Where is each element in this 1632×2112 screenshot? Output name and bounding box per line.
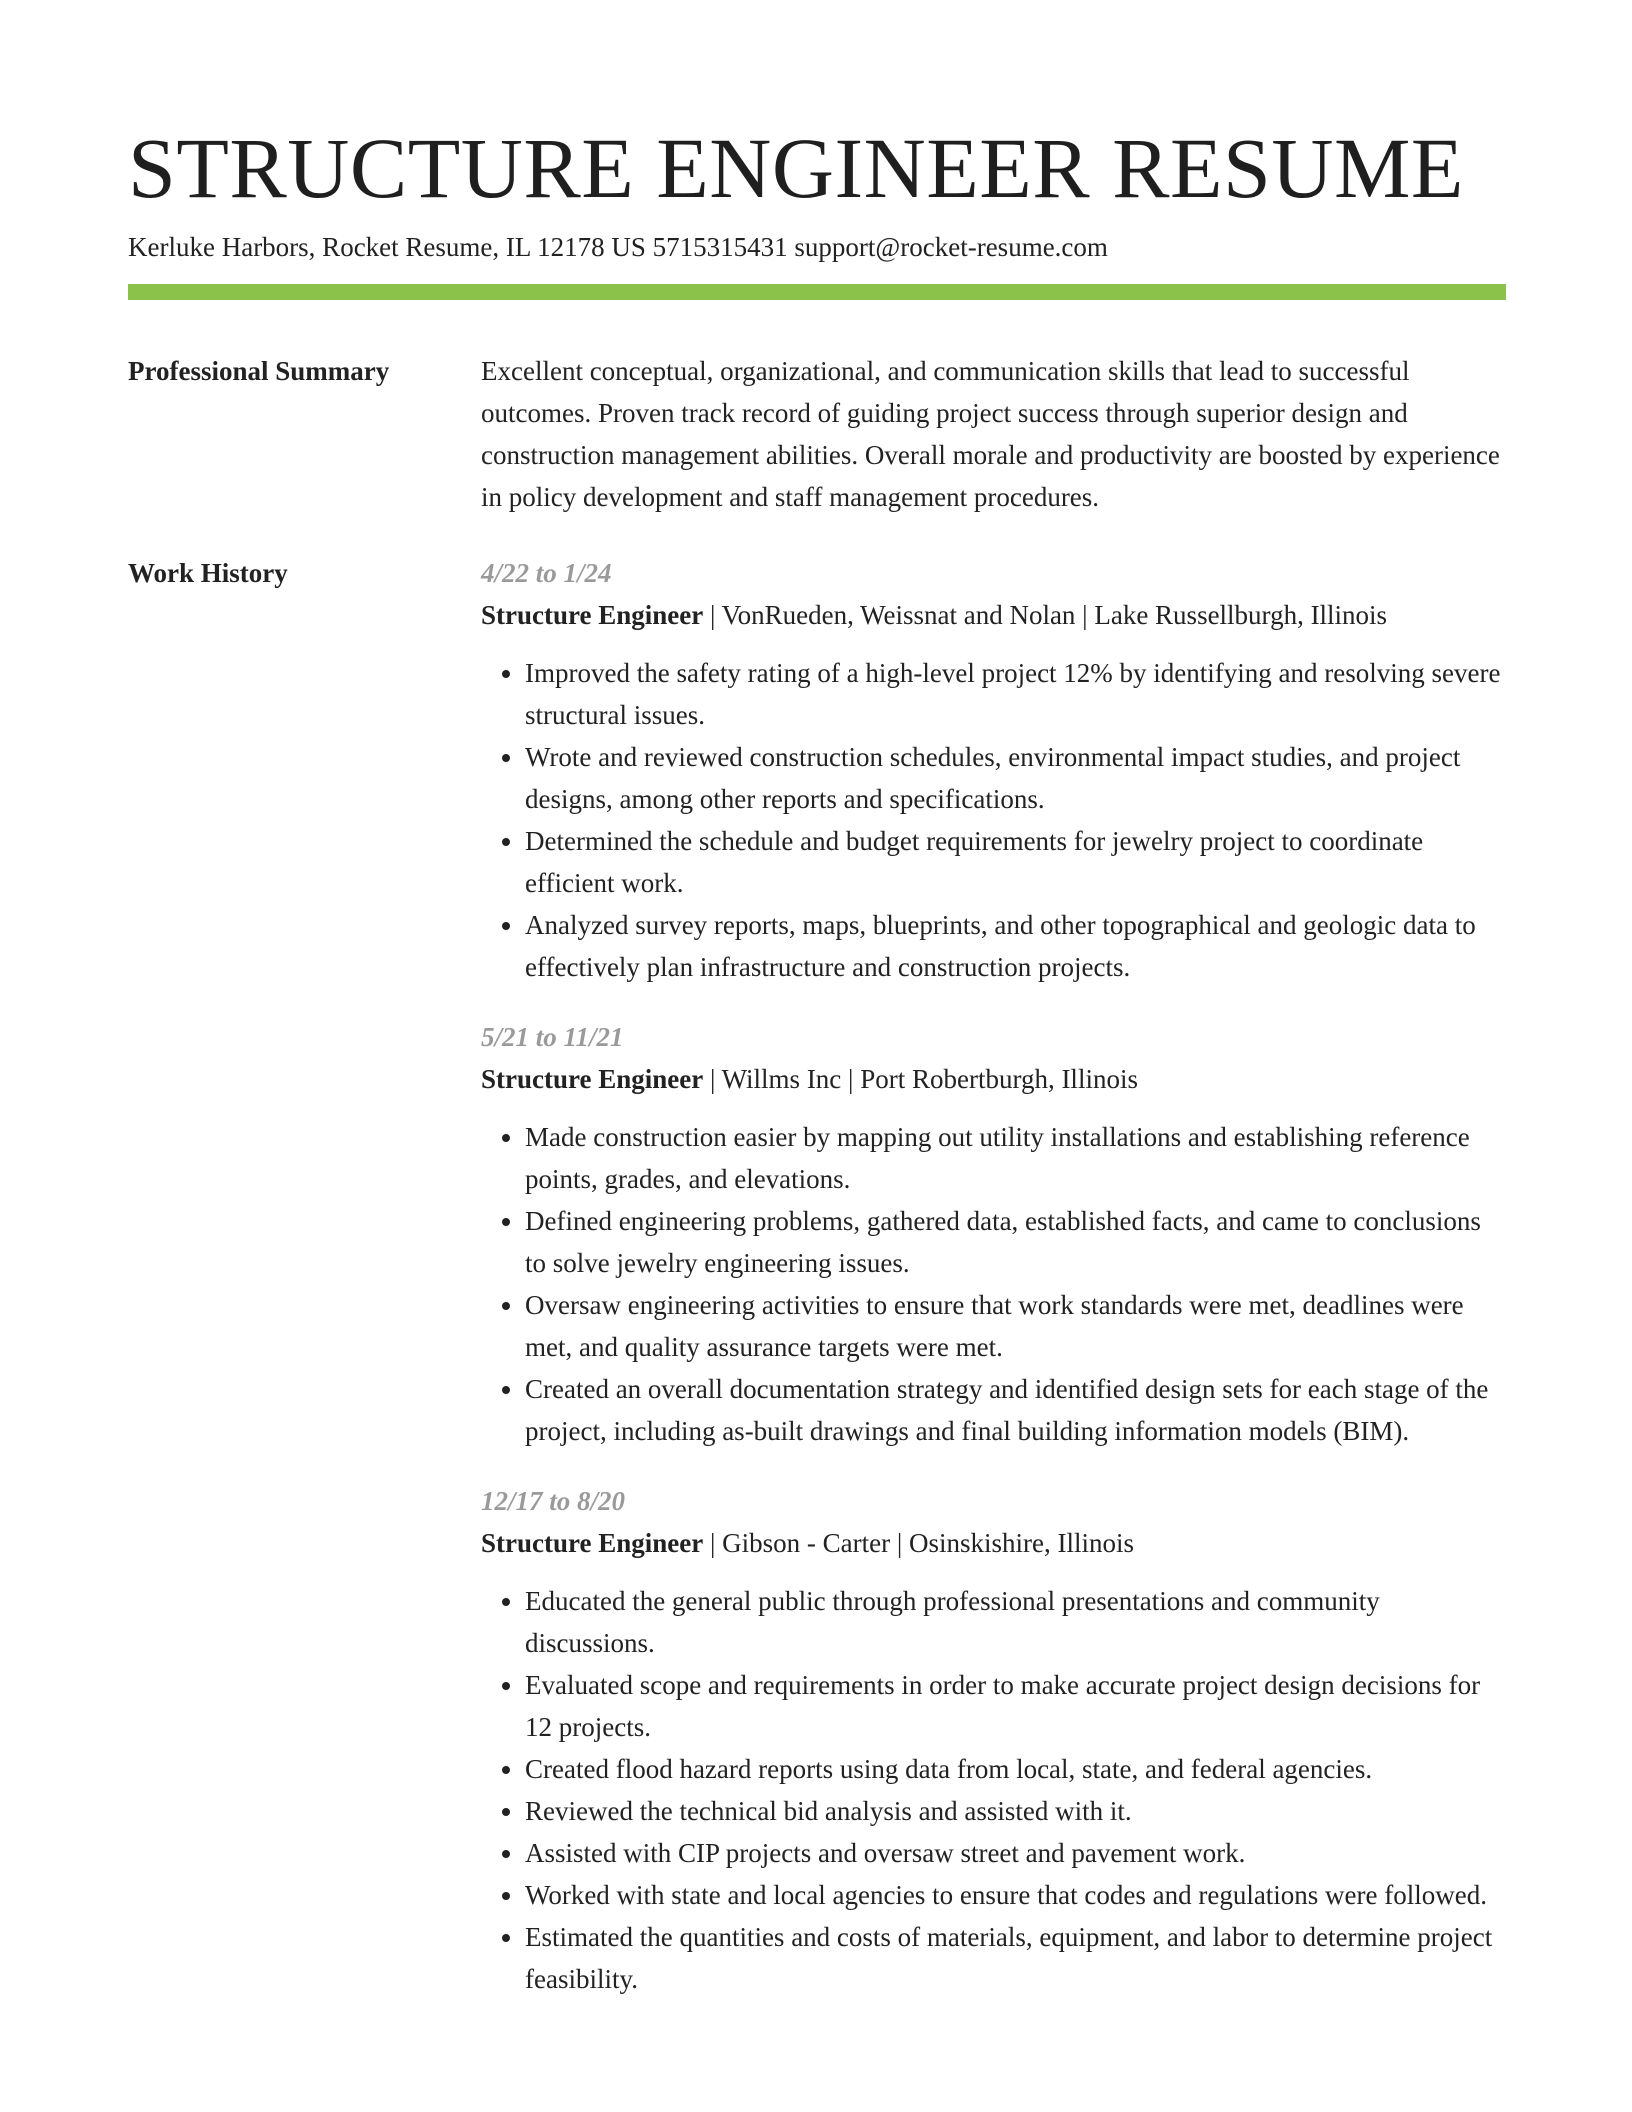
- job-bullets: [481, 652, 1506, 988]
- summary-text: Excellent conceptual, organizational, and communication skills that lead to successful outcomes. Proven track record of guiding project success through superior design and construction management abilities. Overall morale and productivity are boosted by experience in policy development and staff management procedures.: [481, 356, 1500, 512]
- job-dates: 5/21 to 11/21: [481, 1022, 624, 1052]
- job-bullet: • Created flood hazard reports using data from local, state, and federal agencies.: [525, 1748, 1506, 1790]
- job-heading: [481, 1522, 1506, 1564]
- resume-title: STRUCTURE ENGINEER RESUME: [128, 120, 1464, 216]
- job-dates: 12/17 to 8/20: [481, 1486, 626, 1516]
- job-employer-location: | VonRueden, Weissnat and Nolan | Lake Russellburgh, Illinois: [703, 600, 1388, 630]
- job-heading: [481, 1058, 1506, 1100]
- job-bullet: • Made construction easier by mapping out utility installations and establishing reference points, grades, and elevations.: [525, 1116, 1506, 1200]
- job-bullet: • Analyzed survey reports, maps, blueprints, and other topographical and geologic data to effectively plan infrastructure and construction projects.: [525, 904, 1506, 988]
- job-bullets: [481, 1116, 1506, 1452]
- job-title: Structure Engineer: [481, 1064, 704, 1094]
- accent-divider: [128, 284, 1506, 300]
- job-title: Structure Engineer: [481, 600, 704, 630]
- job-entry: [481, 1016, 1506, 1452]
- job-employer-location: | Gibson - Carter | Osinskishire, Illinois: [703, 1528, 1135, 1558]
- contact-info: Kerluke Harbors, Rocket Resume, IL 12178 US 5715315431 support@rocket-resume.com: [128, 232, 1108, 262]
- job-bullet: • Wrote and reviewed construction schedules, environmental impact studies, and project designs, among other reports and specifications.: [525, 736, 1506, 820]
- section-label-summary: Professional Summary: [128, 356, 390, 386]
- job-dates: 4/22 to 1/24: [481, 558, 612, 588]
- job-bullet: • Worked with state and local agencies to ensure that codes and regulations were followed.: [525, 1874, 1506, 1916]
- job-title: Structure Engineer: [481, 1528, 704, 1558]
- professional-summary-section: [128, 350, 1506, 518]
- job-bullet: • Oversaw engineering activities to ensure that work standards were met, deadlines were met, and quality assurance targets were met.: [525, 1284, 1506, 1368]
- job-bullets: [481, 1580, 1506, 2000]
- work-history-section: [128, 552, 1506, 2028]
- job-employer-location: | Willms Inc | Port Robertburgh, Illinois: [703, 1064, 1138, 1094]
- job-bullet: • Created an overall documentation strategy and identified design sets for each stage of the project, including as-built drawings and final building information models (BIM).: [525, 1368, 1506, 1452]
- job-heading: [481, 594, 1506, 636]
- job-bullet: • Assisted with CIP projects and oversaw street and pavement work.: [525, 1832, 1506, 1874]
- job-entry: [481, 552, 1506, 988]
- job-bullet: • Determined the schedule and budget requirements for jewelry project to coordinate efficient work.: [525, 820, 1506, 904]
- job-bullet: • Reviewed the technical bid analysis and assisted with it.: [525, 1790, 1506, 1832]
- job-bullet: • Improved the safety rating of a high-level project 12% by identifying and resolving severe structural issues.: [525, 652, 1506, 736]
- job-bullet: • Defined engineering problems, gathered data, established facts, and came to conclusions to solve jewelry engineering issues.: [525, 1200, 1506, 1284]
- section-label-work-history: Work History: [128, 558, 288, 588]
- work-history-list: [481, 552, 1506, 2028]
- job-bullet: • Evaluated scope and requirements in order to make accurate project design decisions for 12 projects.: [525, 1664, 1506, 1748]
- job-bullet: • Estimated the quantities and costs of materials, equipment, and labor to determine project feasibility.: [525, 1916, 1506, 2000]
- resume-page: [128, 118, 1506, 2028]
- job-entry: [481, 1480, 1506, 2000]
- job-bullet: • Educated the general public through professional presentations and community discussions.: [525, 1580, 1506, 1664]
